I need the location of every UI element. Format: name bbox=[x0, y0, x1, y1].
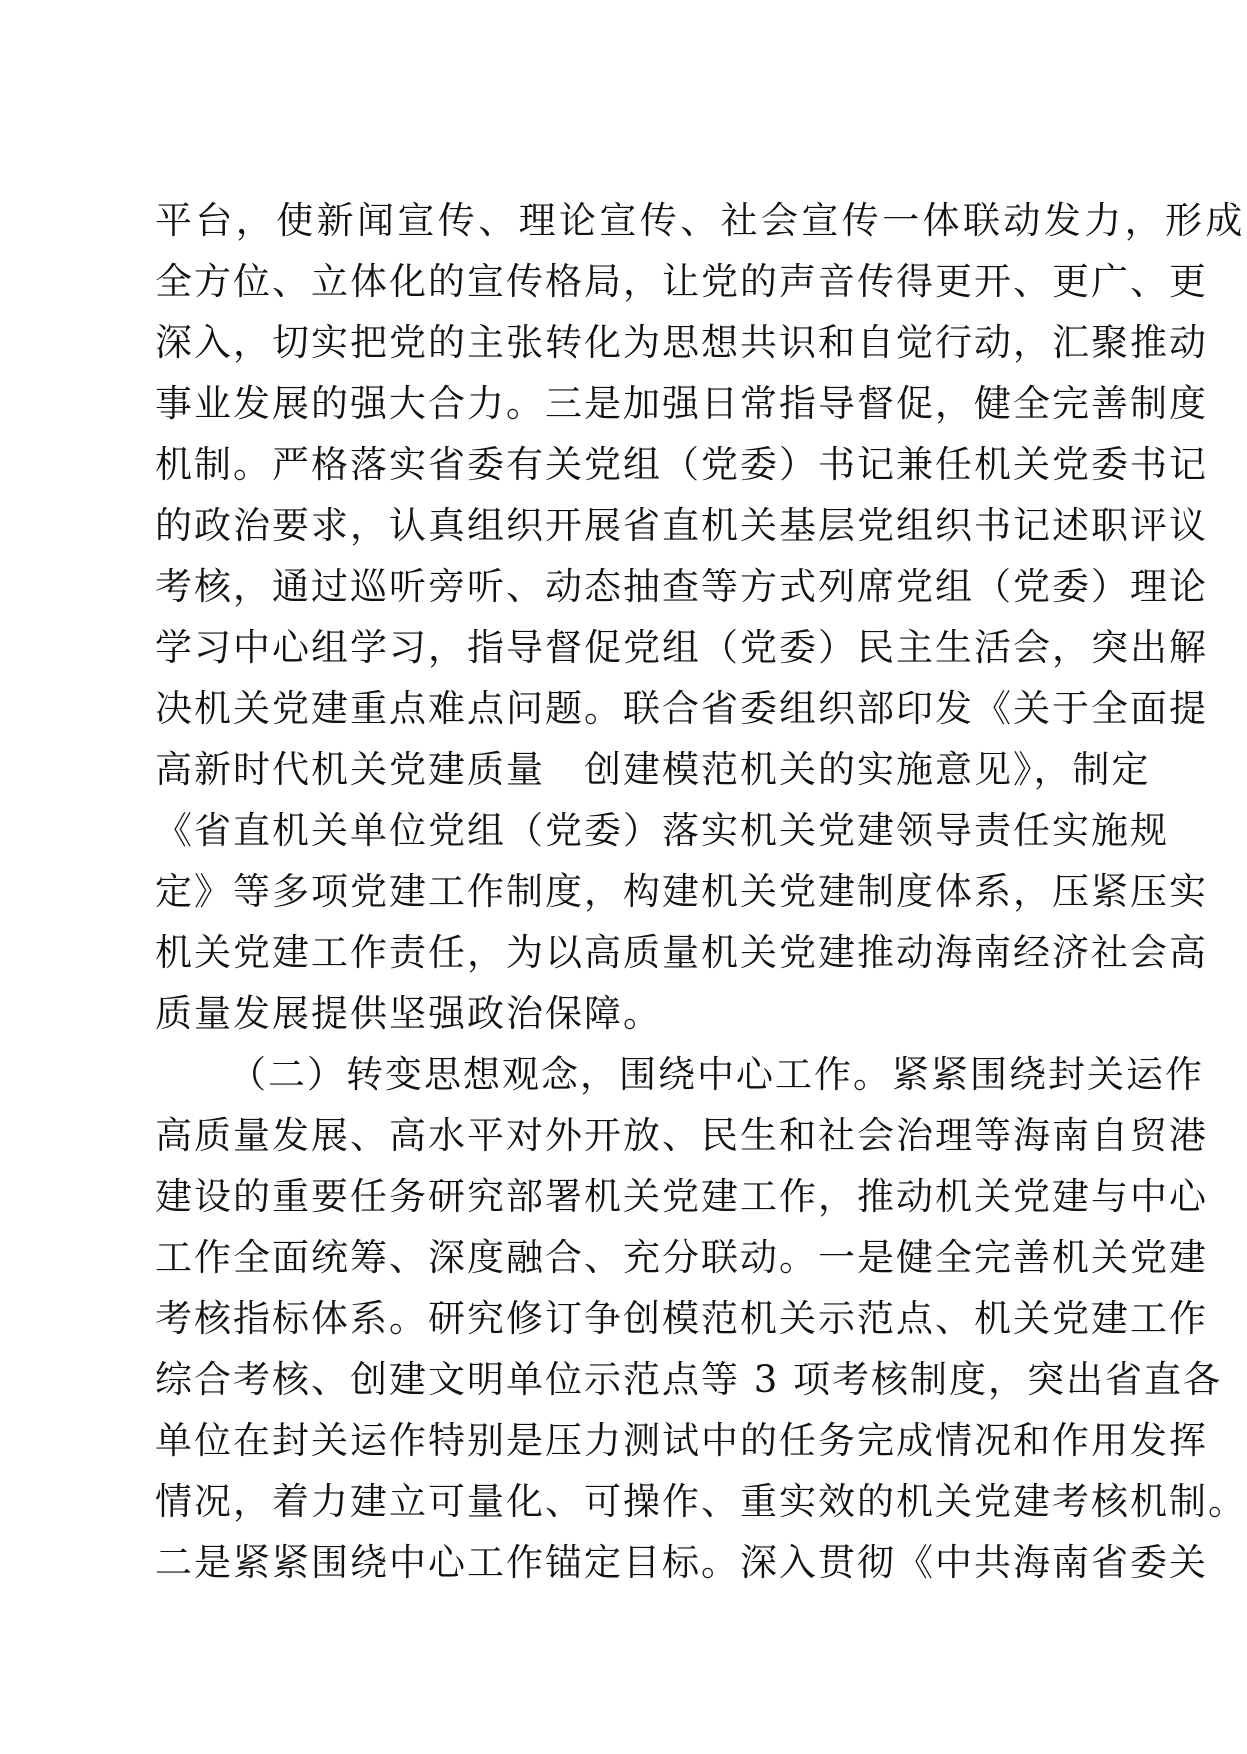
text-line: 单位在封关运作特别是压力测试中的任务完成情况和作用发挥 bbox=[155, 1419, 1208, 1462]
text-line: 定》等多项党建工作制度，构建机关党建制度体系，压紧压实 bbox=[155, 870, 1208, 913]
section-heading-line: （二）转变思想观念，围绕中心工作。紧紧围绕封关运作 bbox=[229, 1053, 1204, 1096]
text-line: 机关党建工作责任，为以高质量机关党建推动海南经济社会高 bbox=[155, 931, 1208, 974]
text-line: 工作全面统筹、深度融合、充分联动。一是健全完善机关党建 bbox=[155, 1236, 1208, 1279]
text-line: 考核，通过巡听旁听、动态抽查等方式列席党组（党委）理论 bbox=[155, 565, 1208, 608]
text-line: 二是紧紧围绕中心工作锚定目标。深入贯彻《中共海南省委关 bbox=[155, 1541, 1208, 1584]
text-line: 高新时代机关党建质量 创建模范机关的实施意见》，制定 bbox=[155, 748, 1151, 791]
text-line: 机制。严格落实省委有关党组（党委）书记兼任机关党委书记 bbox=[155, 443, 1208, 486]
text-line: 综合考核、创建文明单位示范点等 3 项考核制度，突出省直各 bbox=[155, 1358, 1223, 1401]
body-text bbox=[155, 190, 1247, 1593]
text-line: 的政治要求，认真组织开展省直机关基层党组织书记述职评议 bbox=[155, 504, 1208, 547]
text-line: 决机关党建重点难点问题。联合省委组织部印发《关于全面提 bbox=[155, 687, 1208, 730]
text-line: 全方位、立体化的宣传格局，让党的声音传得更开、更广、更 bbox=[155, 260, 1208, 303]
text-line: 质量发展提供坚强政治保障。 bbox=[155, 992, 662, 1035]
text-line: 《省直机关单位党组（党委）落实机关党建领导责任实施规 bbox=[155, 809, 1169, 852]
text-line: 高质量发展、高水平对外开放、民生和社会治理等海南自贸港 bbox=[155, 1114, 1208, 1157]
text-line: 学习中心组学习，指导督促党组（党委）民主生活会，突出解 bbox=[155, 626, 1208, 669]
text-line: 考核指标体系。研究修订争创模范机关示范点、机关党建工作 bbox=[155, 1297, 1208, 1340]
text-line: 情况，着力建立可量化、可操作、重实效的机关党建考核机制。 bbox=[155, 1480, 1247, 1523]
text-line: 深入，切实把党的主张转化为思想共识和自觉行动，汇聚推动 bbox=[155, 321, 1208, 364]
text-line: 平台，使新闻宣传、理论宣传、社会宣传一体联动发力，形成 bbox=[155, 199, 1246, 242]
text-line: 建设的重要任务研究部署机关党建工作，推动机关党建与中心 bbox=[155, 1175, 1208, 1218]
text-line: 事业发展的强大合力。三是加强日常指导督促，健全完善制度 bbox=[155, 382, 1208, 425]
